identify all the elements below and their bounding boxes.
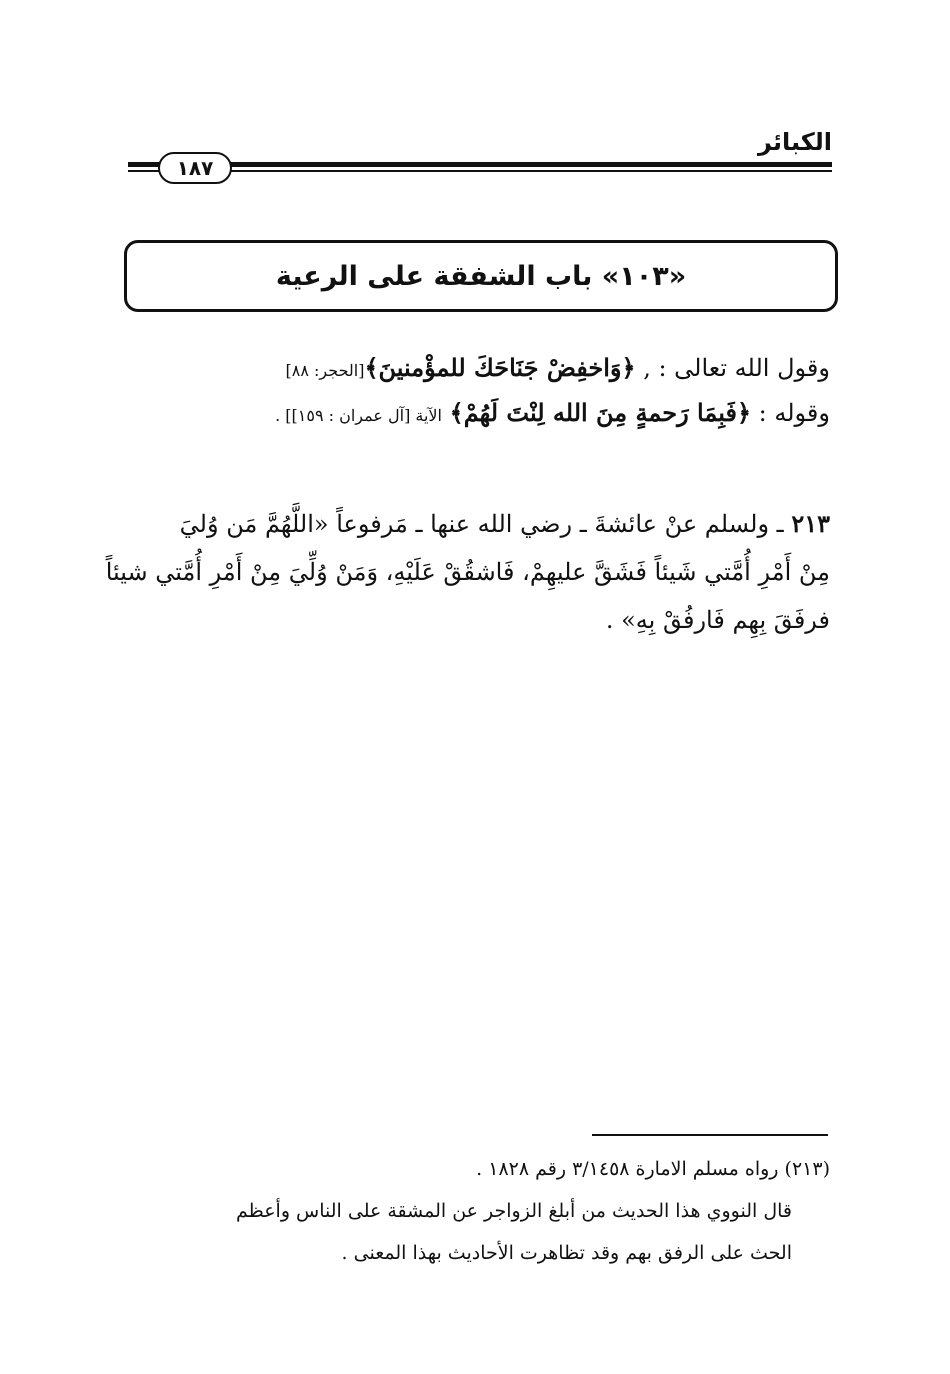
verse-1-intro: وقول الله تعالى : , xyxy=(643,354,830,382)
footnote-text-1: رواه مسلم الامارة ٣/١٤٥٨ رقم ١٨٢٨ . xyxy=(476,1158,779,1180)
hadith-line-3: فرفَقَ بِهِم فَارفُقْ بِهِ» . xyxy=(605,606,830,634)
header-rule xyxy=(128,152,832,178)
verse-line-1 xyxy=(118,344,830,395)
hadith-text-1: ـ ولسلم عنْ عائشةَ ـ رضي الله عنها ـ مَرفوعاً «اللَّهُمَّ مَن وُليَ xyxy=(179,510,784,538)
chapter-heading-box xyxy=(124,240,838,312)
hadith-line-2: مِنْ أَمْرِ أُمَّتي شَيئاً فَشَقَّ عليهِمْ، فَاشقُقْ عَلَيْهِ، وَمَنْ وُلِّيَ مِنْ أَمْرِ أُمَّتي شيئاً xyxy=(105,558,830,586)
footnote-line-2: قال النووي هذا الحديث من أبلغ الزواجر عن المشقة على الناس وأعظم xyxy=(235,1200,792,1222)
verse-2-intro: وقوله : xyxy=(758,399,830,427)
footnotes xyxy=(118,1148,830,1274)
footnote-line-1 xyxy=(118,1148,830,1190)
footnote-ref: (٢١٣) xyxy=(784,1158,830,1180)
page-number: ١٨٧ xyxy=(158,152,232,184)
verse-1-quran: ﴿وَاخفِضْ جَنَاحَكَ للمؤْمنينَ﴾ xyxy=(364,353,636,382)
hadith-line-1 xyxy=(118,500,830,548)
verse-line-2 xyxy=(118,389,830,440)
hadith-paragraph xyxy=(105,500,830,644)
book-title: الكبائر xyxy=(758,128,832,156)
footnote-line-3: الحث على الرفق بهم وقد تظاهرت الأحاديث بهذا المعنى . xyxy=(341,1242,792,1264)
verse-1-reference: [الحجر: ٨٨] xyxy=(285,361,365,380)
verse-2-quran: ﴿فَبِمَا رَحمةٍ مِنَ الله لِنْتَ لَهُمْ﴾ xyxy=(449,398,751,427)
header-rule-thin xyxy=(128,170,832,172)
footnote-separator xyxy=(592,1134,828,1136)
header-rule-thick xyxy=(128,162,832,167)
chapter-title: «١٠٣» باب الشفقة على الرعية xyxy=(275,260,687,292)
hadith-number: ٢١٣ xyxy=(791,509,830,538)
verses-paragraph xyxy=(118,344,830,440)
verse-2-reference: الآية [آل عمران : ١٥٩]] . xyxy=(275,406,442,425)
